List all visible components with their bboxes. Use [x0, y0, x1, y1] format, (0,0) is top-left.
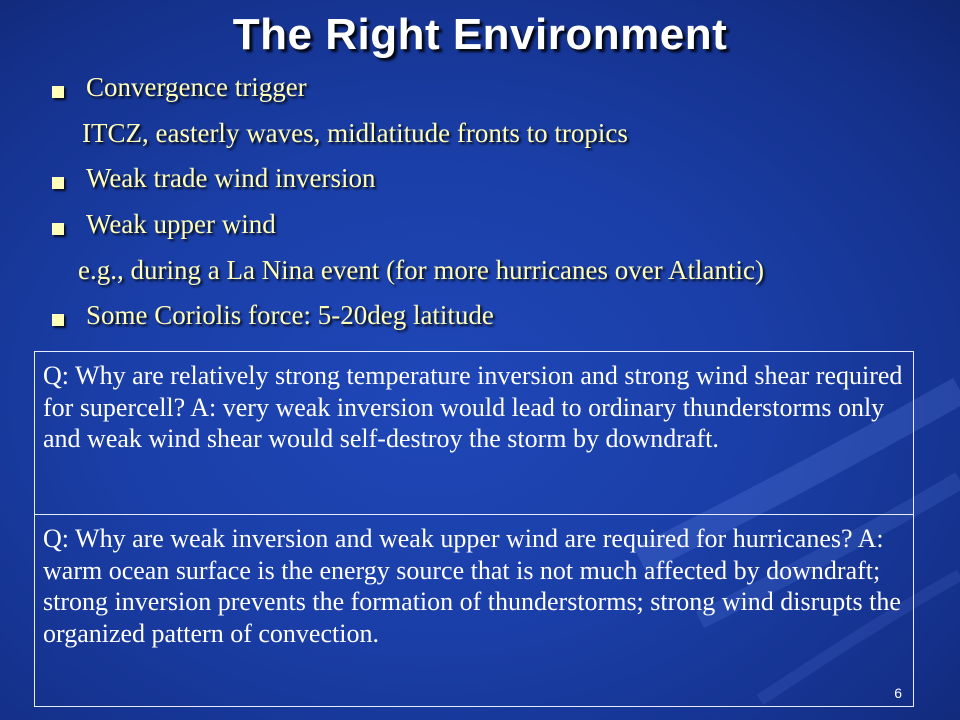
bullet-item: Some Coriolis force: 5-20deg latitude [86, 300, 494, 330]
page-number: 6 [894, 685, 902, 701]
qa-box-hurricane [34, 514, 914, 707]
bullet-square-icon [52, 314, 64, 326]
bullet-item: Weak upper wind [86, 209, 276, 239]
qa-box-text: Q: Why are relatively strong temperature inversion and strong wind shear required for supercell? A: very weak inversion would lead to ordinary thunderstorms only and weak wind shear would self-destroy the storm by downdraft. [43, 361, 903, 453]
qa-box-supercell [34, 351, 914, 515]
bullet-square-icon [52, 177, 64, 189]
bullet-subline: e.g., during a La Nina event (for more hurricanes over Atlantic) [78, 255, 764, 285]
bullet-square-icon [52, 223, 64, 235]
bullet-square-icon [52, 86, 64, 98]
bullet-subline: ITCZ, easterly waves, midlatitude fronts to tropics [82, 118, 628, 148]
slide-title: The Right Environment [232, 10, 728, 59]
bullet-item: Convergence trigger [86, 72, 307, 102]
qa-box-text: Q: Why are weak inversion and weak upper wind are required for hurricanes? A: warm ocean surface is the energy source that is not much affected by downdraft; strong inversion prevents the formation of thunderstorms; strong wind disrupts the organized pattern of convection. [43, 524, 901, 648]
bullet-item: Weak trade wind inversion [86, 163, 376, 193]
